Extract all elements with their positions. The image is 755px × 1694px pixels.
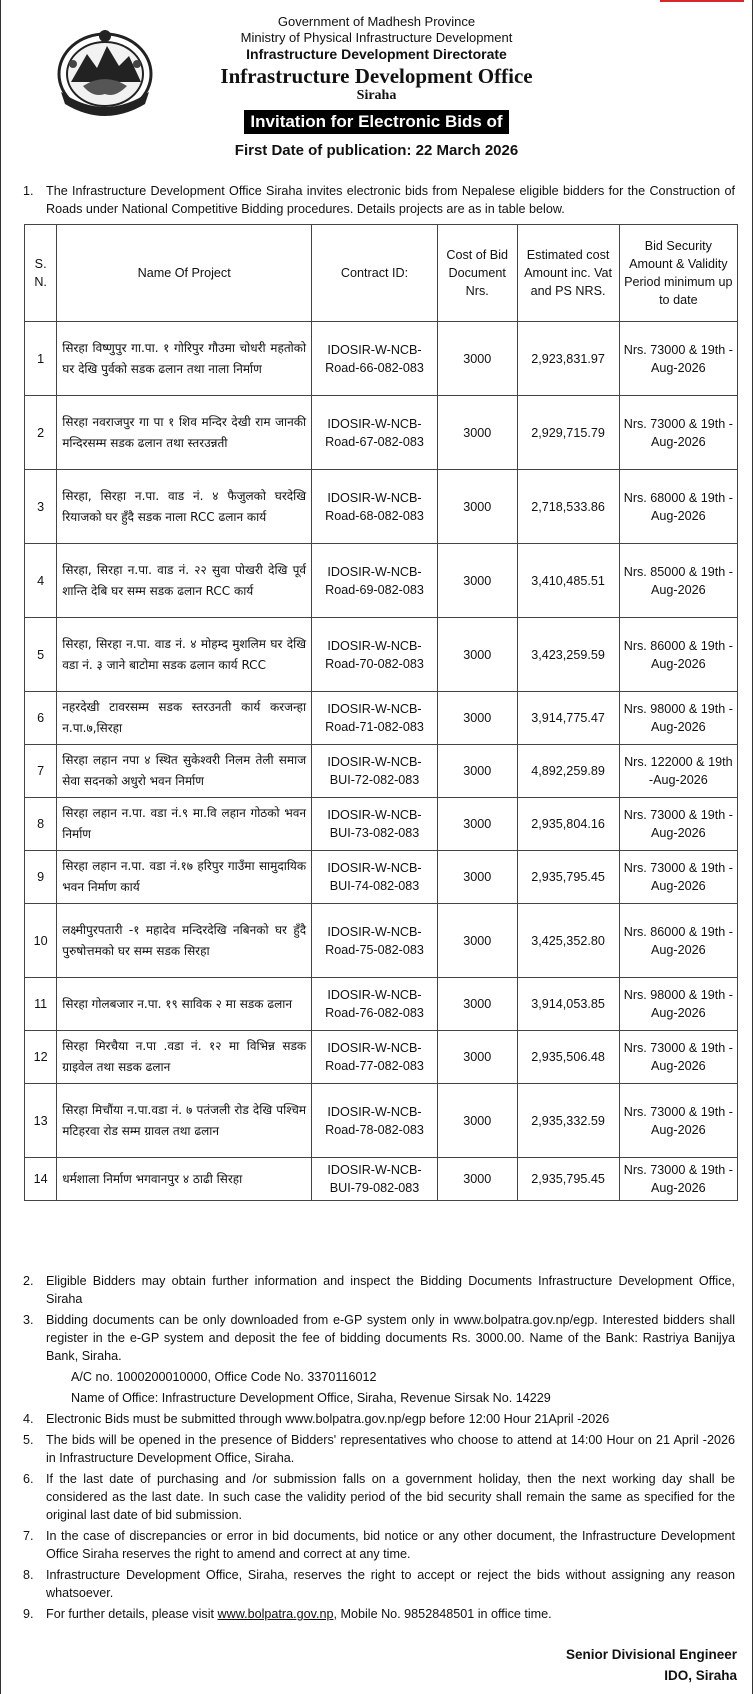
cell-project: सिरहा लहान न.पा. वडा नं.९ मा.वि लहान गोठको भवन निर्माण: [57, 798, 312, 851]
table-row: [25, 1158, 738, 1201]
cell-sn: 6: [25, 692, 57, 745]
cell-cost: 3000: [437, 1031, 517, 1084]
clause-3: [23, 1311, 735, 1365]
table-header-row: [25, 225, 738, 322]
bank-account-line: A/C no. 1000200010000, Office Code No. 3370116012: [71, 1370, 377, 1384]
cell-sn: 11: [25, 978, 57, 1031]
cell-contract: IDOSIR-W-NCB-Road-68-082-083: [312, 470, 438, 544]
office-name-line: Name of Office: Infrastructure Development Office, Siraha, Revenue Sirsak No. 14229: [71, 1391, 551, 1405]
cell-security: Nrs. 73000 & 19th -Aug-2026: [619, 396, 737, 470]
cell-security: Nrs. 122000 & 19th -Aug-2026: [619, 745, 737, 798]
cell-cost: 3000: [437, 1158, 517, 1201]
cell-security: Nrs. 86000 & 19th -Aug-2026: [619, 618, 737, 692]
cell-estimate: 3,914,053.85: [517, 978, 619, 1031]
table-row: [25, 904, 738, 978]
clause-9-suffix: , Mobile No. 9852848501 in office time.: [333, 1607, 552, 1621]
clause-6: [23, 1470, 735, 1524]
notice-banner: Invitation for Electronic Bids of: [244, 110, 508, 134]
cell-cost: 3000: [437, 618, 517, 692]
cell-sn: 8: [25, 798, 57, 851]
cell-contract: IDOSIR-W-NCB-Road-70-082-083: [312, 618, 438, 692]
cell-estimate: 2,718,533.86: [517, 470, 619, 544]
cell-sn: 14: [25, 1158, 57, 1201]
cell-security: Nrs. 98000 & 19th -Aug-2026: [619, 978, 737, 1031]
cell-security: Nrs. 98000 & 19th -Aug-2026: [619, 692, 737, 745]
cell-security: Nrs. 85000 & 19th -Aug-2026: [619, 544, 737, 618]
cell-contract: IDOSIR-W-NCB-BUI-79-082-083: [312, 1158, 438, 1201]
cell-estimate: 3,423,259.59: [517, 618, 619, 692]
header-security: Bid Security Amount & Validity Period minimum up to date: [619, 225, 737, 322]
clause-text: Electronic Bids must be submitted through www.bolpatra.gov.np/egp before 12:00 Hour 21April -2026: [46, 1412, 610, 1426]
clause-text: [46, 1605, 735, 1623]
cell-project: लक्ष्मीपुरपतारी -१ महादेव मन्दिरदेखि नबिनको घर हुँदै पुरुषोत्तमको घर सम्म सडक सिरहा: [57, 904, 312, 978]
table-row: [25, 692, 738, 745]
cell-estimate: 2,935,506.48: [517, 1031, 619, 1084]
cell-contract: IDOSIR-W-NCB-Road-76-082-083: [312, 978, 438, 1031]
cell-contract: IDOSIR-W-NCB-Road-69-082-083: [312, 544, 438, 618]
cell-security: Nrs. 73000 & 19th -Aug-2026: [619, 1158, 737, 1201]
cell-sn: 1: [25, 322, 57, 396]
cell-cost: 3000: [437, 904, 517, 978]
cell-project: सिरहा लहान नपा ४ स्थित सुकेश्वरी निलम तेली समाज सेवा सदनको अधुरो भवन निर्माण: [57, 745, 312, 798]
clause-8: [23, 1566, 735, 1602]
signature-office: IDO, Siraha: [664, 1668, 737, 1683]
table-row: [25, 851, 738, 904]
table-row: [25, 470, 738, 544]
clause-4: [23, 1410, 735, 1428]
cell-project: सिरहा मिचौंया न.पा.वडा नं. ७ पतंजली रोड देखि पश्चिम मटिहरवा रोड सम्म ग्रावल तथा ढलान: [57, 1084, 312, 1158]
cell-cost: 3000: [437, 544, 517, 618]
clause-number: 8.: [23, 1568, 34, 1582]
cell-cost: 3000: [437, 396, 517, 470]
publication-date: First Date of publication: 22 March 2026: [234, 142, 519, 159]
cell-estimate: 3,410,485.51: [517, 544, 619, 618]
clause-9-prefix: For further details, please visit: [46, 1607, 218, 1621]
clause-text: Eligible Bidders may obtain further information and inspect the Bidding Documents Infrastructure Development Office, Siraha: [46, 1274, 735, 1306]
cell-cost: 3000: [437, 851, 517, 904]
cell-contract: IDOSIR-W-NCB-BUI-72-082-083: [312, 745, 438, 798]
cell-contract: IDOSIR-W-NCB-BUI-74-082-083: [312, 851, 438, 904]
nepal-emblem-icon: [53, 24, 157, 120]
cell-estimate: 4,892,259.89: [517, 745, 619, 798]
cell-contract: IDOSIR-W-NCB-Road-77-082-083: [312, 1031, 438, 1084]
table-row: [25, 745, 738, 798]
cell-contract: IDOSIR-W-NCB-Road-75-082-083: [312, 904, 438, 978]
clause-number: 4.: [23, 1412, 34, 1426]
table-row: [25, 322, 738, 396]
clause-5: [23, 1431, 735, 1467]
table-row: [25, 396, 738, 470]
clause-text: Infrastructure Development Office, Siraha, reserves the right to accept or reject the bids without assigning any reason whatsoever.: [46, 1568, 735, 1600]
header-location: Siraha: [356, 88, 397, 103]
table-row: [25, 1031, 738, 1084]
cell-cost: 3000: [437, 798, 517, 851]
cell-estimate: 3,425,352.80: [517, 904, 619, 978]
cell-contract: IDOSIR-W-NCB-BUI-73-082-083: [312, 798, 438, 851]
cell-security: Nrs. 73000 & 19th -Aug-2026: [619, 851, 737, 904]
table-row: [25, 978, 738, 1031]
cell-project: सिरहा लहान न.पा. वडा नं.१७ हरिपुर गाउँमा सामुदायिक भवन निर्माण कार्य: [57, 851, 312, 904]
cell-sn: 5: [25, 618, 57, 692]
cell-sn: 13: [25, 1084, 57, 1158]
header-project: Name Of Project: [57, 225, 312, 322]
notice-clauses: [23, 1272, 735, 1626]
cell-estimate: 2,929,715.79: [517, 396, 619, 470]
cell-sn: 2: [25, 396, 57, 470]
cell-project: सिरहा, सिरहा न.पा. वाड नं. ४ फैजुलको घरदेखि रियाजको घर हुँदै सडक नाला RCC ढलान कार्य: [57, 470, 312, 544]
cell-cost: 3000: [437, 470, 517, 544]
intro-text: The Infrastructure Development Office Siraha invites electronic bids from Nepalese eligible bidders for the Construction of Roads under National Competitive Bidding procedures. Details projects are as in table below.: [46, 184, 735, 216]
clause-number: 3.: [23, 1313, 34, 1327]
clause-number: 2.: [23, 1274, 34, 1288]
cell-project: सिरहा, सिरहा न.पा. वाड नं. ४ मोहम्द मुशलिम घर देखि वडा नं. ३ जाने बाटोमा सडक ढलान कार्य RCC: [57, 618, 312, 692]
clause-number: 6.: [23, 1472, 34, 1486]
clause-9: [23, 1605, 735, 1623]
cell-project: धर्मशाला निर्माण भगवानपुर ४ ठाढी सिरहा: [57, 1158, 312, 1201]
cell-sn: 3: [25, 470, 57, 544]
cell-estimate: 2,935,795.45: [517, 851, 619, 904]
clause-text: The bids will be opened in the presence of Bidders' representatives who choose to attend at 14:00 Hour on 21 April -2026 in Infrastructure Development Office, Siraha.: [46, 1433, 735, 1465]
header-government: Government of Madhesh Province: [277, 14, 476, 29]
table-row: [25, 798, 738, 851]
cell-cost: 3000: [437, 692, 517, 745]
header-contract: Contract ID:: [312, 225, 438, 322]
clause-number: 7.: [23, 1529, 34, 1543]
cell-contract: IDOSIR-W-NCB-Road-78-082-083: [312, 1084, 438, 1158]
table-row: [25, 1084, 738, 1158]
clause-7: [23, 1527, 735, 1563]
cell-estimate: 2,935,795.45: [517, 1158, 619, 1201]
cell-contract: IDOSIR-W-NCB-Road-71-082-083: [312, 692, 438, 745]
cell-security: Nrs. 73000 & 19th -Aug-2026: [619, 322, 737, 396]
cell-security: Nrs. 73000 & 19th -Aug-2026: [619, 1084, 737, 1158]
cell-estimate: 2,923,831.97: [517, 322, 619, 396]
cell-contract: IDOSIR-W-NCB-Road-67-082-083: [312, 396, 438, 470]
signature-title: Senior Divisional Engineer: [565, 1647, 737, 1662]
cell-project: सिरहा विष्णुपुर गा.पा. १ गोरिपुर गौउमा चोधरी महतोको घर देखि पुर्वको सडक ढलान तथा नाला निर्माण: [57, 322, 312, 396]
cell-cost: 3000: [437, 745, 517, 798]
cell-project: नहरदेखी टावरसम्म सडक स्तरउनती कार्य करजन्हा न.पा.७,सिरहा: [57, 692, 312, 745]
intro-paragraph: [23, 182, 735, 218]
clause-number: 5.: [23, 1433, 34, 1447]
header-cost: Cost of Bid Document Nrs.: [437, 225, 517, 322]
cell-estimate: 2,935,804.16: [517, 798, 619, 851]
table-row: [25, 544, 738, 618]
cell-sn: 9: [25, 851, 57, 904]
cell-cost: 3000: [437, 322, 517, 396]
cell-security: Nrs. 68000 & 19th -Aug-2026: [619, 470, 737, 544]
cell-security: Nrs. 86000 & 19th -Aug-2026: [619, 904, 737, 978]
table-row: [25, 618, 738, 692]
clause-text: In the case of discrepancies or error in bid documents, bid notice or any other document, the Infrastructure Development Office Siraha reserves the right to amend and correct at any time.: [46, 1529, 735, 1561]
cell-cost: 3000: [437, 978, 517, 1031]
clause-number: 9.: [23, 1607, 34, 1621]
bids-table: [24, 224, 738, 1201]
cell-estimate: 3,914,775.47: [517, 692, 619, 745]
clause-text: If the last date of purchasing and /or submission falls on a government holiday, then the next working day shall be considered as the last date. In such case the validity period of the bid security shall remain the same as specified for the original last date of bid submission.: [46, 1472, 735, 1522]
cell-estimate: 2,935,332.59: [517, 1084, 619, 1158]
cell-contract: IDOSIR-W-NCB-Road-66-082-083: [312, 322, 438, 396]
cell-sn: 12: [25, 1031, 57, 1084]
header-office: Infrastructure Development Office: [220, 64, 533, 88]
cell-sn: 7: [25, 745, 57, 798]
bolpatra-link[interactable]: www.bolpatra.gov.np: [217, 1607, 334, 1621]
notice-header: [1, 0, 752, 159]
cell-security: Nrs. 73000 & 19th -Aug-2026: [619, 798, 737, 851]
clause-text: Bidding documents can be only downloaded from e-GP system only in www.bolpatra.gov.np/egp. Interested bidders shall register in the e-GP system and deposit the fee of bidding documents Rs. 3000.00. Name of the Bank: Rastriya Banijya Bank, Siraha.: [46, 1313, 735, 1363]
cell-project: सिरहा नवराजपुर गा पा १ शिव मन्दिर देखी राम जानकी मन्दिरसम्म सडक ढलान तथा स्तरउन्नती: [57, 396, 312, 470]
cell-project: सिरहा, सिरहा न.पा. वाड नं. २२ सुवा पोखरी देखि पूर्व शान्ति देबि घर सम्म सडक ढलान RCC कार्य: [57, 544, 312, 618]
cell-project: सिरहा गोलबजार न.पा. १९ साविक २ मा सडक ढलान: [57, 978, 312, 1031]
header-sn: S. N.: [25, 225, 57, 322]
cell-security: Nrs. 73000 & 19th -Aug-2026: [619, 1031, 737, 1084]
header-ministry: Ministry of Physical Infrastructure Development: [240, 30, 513, 45]
header-estimate: Estimated cost Amount inc. Vat and PS NRS.: [517, 225, 619, 322]
clause-2: [23, 1272, 735, 1308]
cell-sn: 4: [25, 544, 57, 618]
cell-project: सिरहा मिरचैया न.पा .वडा नं. १२ मा विभिन्न सडक ग्राइवेल तथा सडक ढलान: [57, 1031, 312, 1084]
intro-number: 1.: [23, 184, 34, 198]
cell-cost: 3000: [437, 1084, 517, 1158]
cell-sn: 10: [25, 904, 57, 978]
header-directorate: Infrastructure Development Directorate: [246, 46, 507, 62]
signature-block: [566, 1644, 737, 1686]
